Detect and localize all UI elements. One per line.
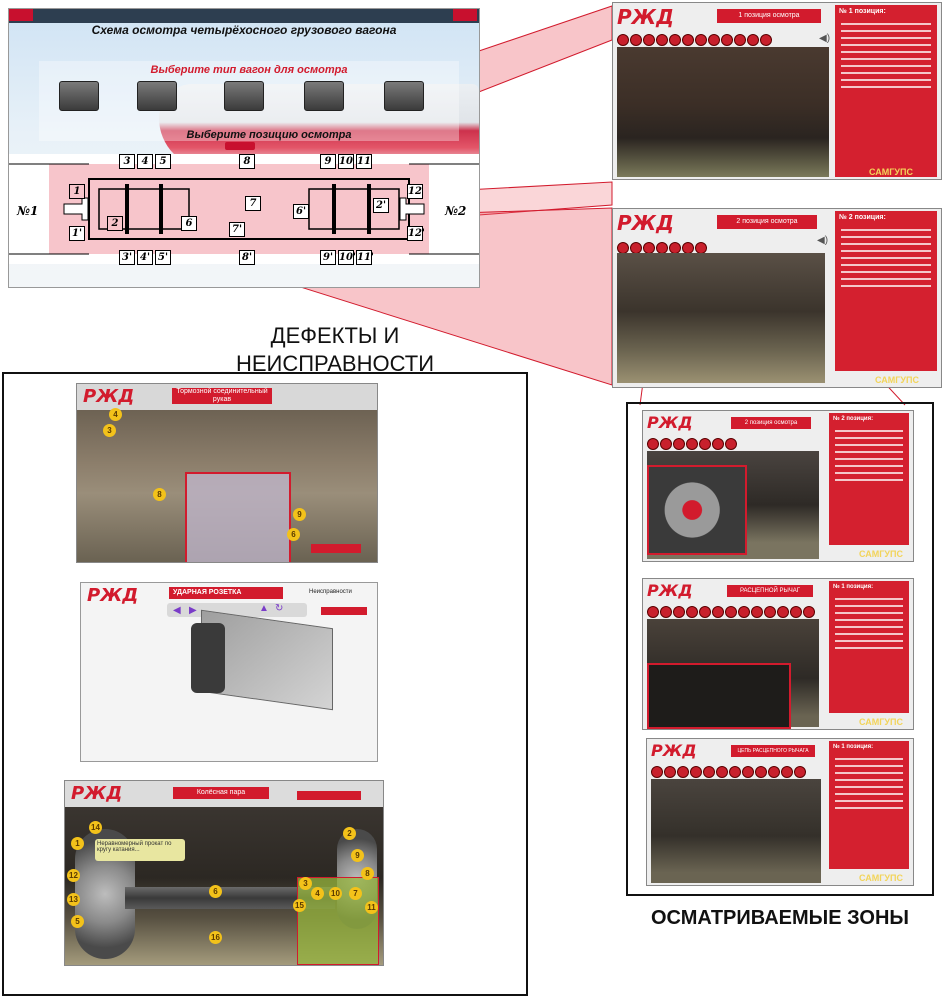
text-line <box>835 786 903 788</box>
zone2-photo <box>617 253 825 383</box>
zone1-btn[interactable] <box>669 34 681 46</box>
text-line <box>835 765 903 767</box>
wagon-scheme <box>9 154 479 264</box>
socket-action-button[interactable] <box>321 607 367 615</box>
zone2-panel-heading: № 2 позиция: <box>839 214 886 221</box>
zone5-btn[interactable] <box>651 766 663 778</box>
position-12p[interactable]: 12' <box>408 228 425 239</box>
zone4-btn[interactable] <box>764 606 776 618</box>
zone-screen-5 <box>646 738 914 886</box>
select-type-label: Выберите тип вагон для осмотра <box>150 64 348 76</box>
text-line <box>835 451 903 453</box>
text-line <box>835 807 903 809</box>
text-line <box>841 58 931 60</box>
text-line <box>835 605 903 607</box>
text-line <box>841 79 931 81</box>
text-line <box>841 271 931 273</box>
schema-title: Схема осмотра четырёхосного грузового вагона <box>91 23 397 37</box>
zone5-footer: САМГУПС <box>859 873 903 883</box>
zone4-panel <box>829 581 909 713</box>
zone4-zoom-inset <box>647 663 791 729</box>
zone1-btn[interactable] <box>747 34 759 46</box>
text-line <box>835 619 903 621</box>
speaker-icon[interactable]: ◀) <box>817 235 829 246</box>
hose-zoom-inset <box>185 472 291 563</box>
zone5-btn[interactable] <box>677 766 689 778</box>
zone3-btn[interactable] <box>660 438 672 450</box>
wheel-callout-5[interactable]: 5 <box>71 915 84 928</box>
zone3-logo: РЖД <box>647 413 693 432</box>
position-3p[interactable]: 3' <box>119 250 135 265</box>
text-line <box>835 793 903 795</box>
schema-corner-left <box>9 9 33 21</box>
zone3-zoom-inset <box>647 465 747 555</box>
scheme-highlight <box>49 164 429 254</box>
wheel-callout-1[interactable]: 1 <box>71 837 84 850</box>
text-line <box>841 51 931 53</box>
zone3-footer: САМГУПС <box>859 549 903 559</box>
zone4-btn[interactable] <box>647 606 659 618</box>
text-line <box>841 243 931 245</box>
position-9p[interactable]: 9' <box>320 250 336 265</box>
position-11[interactable]: 11 <box>357 156 371 167</box>
zone3-btn[interactable] <box>725 438 737 450</box>
zone1-btn[interactable] <box>617 34 629 46</box>
zone1-logo: РЖД <box>617 5 674 29</box>
text-line <box>841 86 931 88</box>
text-line <box>835 800 903 802</box>
text-line <box>841 257 931 259</box>
hose-callout-3[interactable]: 3 <box>103 424 116 437</box>
zone5-btn[interactable] <box>664 766 676 778</box>
wagon-type-button-2[interactable] <box>137 81 177 111</box>
zone1-photo <box>617 47 829 177</box>
zone1-btn[interactable] <box>682 34 694 46</box>
zone4-btn[interactable] <box>699 606 711 618</box>
zone5-panel <box>829 741 909 869</box>
wheel-callout-13[interactable]: 13 <box>67 893 80 906</box>
zone-screen-4 <box>642 578 914 730</box>
wagon-type-button-1[interactable] <box>59 81 99 111</box>
zone1-panel-heading: № 1 позиция: <box>839 8 886 15</box>
defects-heading: ДЕФЕКТЫ И НЕИСПРАВНОСТИ <box>235 323 435 376</box>
text-line <box>835 458 903 460</box>
text-line <box>835 444 903 446</box>
wheel-callout-16[interactable]: 16 <box>209 931 222 944</box>
wagon-type-button-5[interactable] <box>384 81 424 111</box>
position-6[interactable]: 6 <box>181 216 197 231</box>
zone5-btn[interactable] <box>716 766 728 778</box>
text-line <box>841 30 931 32</box>
zone4-btn[interactable] <box>751 606 763 618</box>
zone3-btn[interactable] <box>647 438 659 450</box>
zone3-btn[interactable] <box>699 438 711 450</box>
zone3-panel-heading: № 2 позиция: <box>833 416 874 422</box>
position-2[interactable]: 2 <box>107 216 123 231</box>
position-1p[interactable]: 1' <box>69 226 85 241</box>
text-line <box>835 612 903 614</box>
zone1-btn[interactable] <box>760 34 772 46</box>
text-line <box>835 626 903 628</box>
text-line <box>835 758 903 760</box>
zone5-btn[interactable] <box>768 766 780 778</box>
position-12[interactable]: 12 <box>408 186 422 197</box>
zone3-btn[interactable] <box>686 438 698 450</box>
hose-callout-6[interactable]: 6 <box>287 528 300 541</box>
zone2-footer: САМГУПС <box>875 375 919 385</box>
text-line <box>841 65 931 67</box>
zone1-panel <box>835 5 937 177</box>
text-line <box>835 479 903 481</box>
hose-action-button[interactable] <box>311 544 361 553</box>
zone1-btn[interactable] <box>708 34 720 46</box>
zone4-panel-heading: № 1 позиция: <box>833 584 874 590</box>
zone1-footer: САМГУПС <box>869 167 913 177</box>
text-line <box>841 278 931 280</box>
schema-topbar <box>9 9 479 23</box>
text-line <box>835 647 903 649</box>
select-position-label: Выберите позицию осмотра <box>186 129 352 141</box>
zone4-btn[interactable] <box>673 606 685 618</box>
zone5-btn[interactable] <box>794 766 806 778</box>
position-5[interactable]: 5 <box>155 154 171 169</box>
defects-label: Неисправности <box>309 589 352 595</box>
speaker-icon[interactable]: ◀) <box>819 33 831 44</box>
position-5p[interactable]: 5' <box>155 250 171 265</box>
arrow-right-icon[interactable]: ▶ <box>189 605 197 616</box>
zone4-btn[interactable] <box>660 606 672 618</box>
position-6p[interactable]: 6' <box>293 204 309 219</box>
zone4-btn[interactable] <box>686 606 698 618</box>
zone1-btn[interactable] <box>734 34 746 46</box>
zone1-title: 1 позиция осмотра <box>717 9 821 23</box>
text-line <box>841 236 931 238</box>
position-2p[interactable]: 2' <box>373 198 389 213</box>
text-line <box>841 264 931 266</box>
defect-screen-wheelset <box>64 780 384 966</box>
text-line <box>835 465 903 467</box>
arrow-up-icon[interactable]: ▲ <box>259 603 269 614</box>
text-line <box>841 250 931 252</box>
zone-screen-1 <box>612 2 942 180</box>
end-label-1: №1 <box>17 204 39 218</box>
wheel-callout-2[interactable]: 2 <box>343 827 356 840</box>
socket-housing <box>191 623 225 693</box>
zone3-btn[interactable] <box>712 438 724 450</box>
zone4-btn[interactable] <box>777 606 789 618</box>
position-8p[interactable]: 8' <box>239 250 255 265</box>
wheel-callout-8[interactable]: 8 <box>361 867 374 880</box>
zone4-btn[interactable] <box>803 606 815 618</box>
schema-corner-right <box>453 9 477 21</box>
wheel-callout-10[interactable]: 10 <box>329 887 342 900</box>
zone5-panel-heading: № 1 позиция: <box>833 744 874 750</box>
text-line <box>841 23 931 25</box>
zone1-btn[interactable] <box>656 34 668 46</box>
text-line <box>841 44 931 46</box>
defect-note: Неравномерный прокат по кругу катания... <box>95 839 185 861</box>
hose-callout-4[interactable]: 4 <box>109 408 122 421</box>
zone3-btn[interactable] <box>673 438 685 450</box>
defect-title: Тормозной соединительный рукав <box>172 388 272 404</box>
zone5-btn[interactable] <box>729 766 741 778</box>
text-line <box>835 633 903 635</box>
position-10[interactable]: 10 <box>339 156 353 167</box>
zone1-btn[interactable] <box>721 34 733 46</box>
zone1-btn[interactable] <box>643 34 655 46</box>
text-line <box>835 437 903 439</box>
position-9[interactable]: 9 <box>320 154 336 169</box>
zone3-title: 2 позиция осмотра <box>731 417 811 429</box>
defect-screen-hose <box>76 383 378 563</box>
text-line <box>835 779 903 781</box>
position-10p[interactable]: 10' <box>339 252 356 263</box>
zone2-panel <box>835 211 937 371</box>
zone-screen-2 <box>612 208 942 388</box>
position-4p[interactable]: 4' <box>137 250 153 265</box>
text-line <box>835 598 903 600</box>
position-11p[interactable]: 11' <box>357 252 374 263</box>
position-3[interactable]: 3 <box>119 154 135 169</box>
position-8[interactable]: 8 <box>239 154 255 169</box>
wheel-callout-14[interactable]: 14 <box>89 821 102 834</box>
wheel-callout-4[interactable]: 4 <box>311 887 324 900</box>
hose-callout-8[interactable]: 8 <box>153 488 166 501</box>
position-tab[interactable] <box>225 142 255 150</box>
text-line <box>841 229 931 231</box>
wheel-callout-12[interactable]: 12 <box>67 869 80 882</box>
zone5-btn[interactable] <box>755 766 767 778</box>
wagon-type-button-4[interactable] <box>304 81 344 111</box>
rotate-icon[interactable]: ↻ <box>275 603 284 614</box>
wheel-callout-3[interactable]: 3 <box>299 877 312 890</box>
position-7[interactable]: 7 <box>245 196 261 211</box>
rzd-logo: РЖД <box>83 386 135 407</box>
zone4-title: РАСЦЕПНОЙ РЫЧАГ <box>727 585 813 597</box>
wheel-callout-15[interactable]: 15 <box>293 899 306 912</box>
zone3-panel <box>829 413 909 545</box>
position-1[interactable]: 1 <box>69 184 85 199</box>
zone1-btn[interactable] <box>695 34 707 46</box>
zone5-photo <box>651 779 821 883</box>
zone4-logo: РЖД <box>647 581 693 600</box>
zone2-logo: РЖД <box>617 211 674 235</box>
zone5-logo: РЖД <box>651 741 697 760</box>
schema-screen <box>8 8 480 288</box>
end-label-2: №2 <box>445 204 467 218</box>
wheel-callout-6[interactable]: 6 <box>209 885 222 898</box>
zone2-title: 2 позиция осмотра <box>717 215 817 229</box>
rzd-logo-3: РЖД <box>71 783 123 804</box>
wheelset-title: Колёсная пара <box>173 787 269 799</box>
zone5-btn[interactable] <box>742 766 754 778</box>
position-4[interactable]: 4 <box>137 154 153 169</box>
text-line <box>835 640 903 642</box>
rzd-logo-2: РЖД <box>87 585 139 606</box>
zone4-btn[interactable] <box>738 606 750 618</box>
wagon-type-button-3[interactable] <box>224 81 264 111</box>
zone5-btn[interactable] <box>703 766 715 778</box>
position-7p[interactable]: 7' <box>229 222 245 237</box>
zone5-btn[interactable] <box>781 766 793 778</box>
zone4-btn[interactable] <box>725 606 737 618</box>
wheel-callout-11[interactable]: 11 <box>365 901 378 914</box>
socket-title: УДАРНАЯ РОЗЕТКА <box>169 587 283 599</box>
zone-screen-3 <box>642 410 914 562</box>
zone1-btn[interactable] <box>630 34 642 46</box>
zone4-footer: САМГУПС <box>859 717 903 727</box>
scheme-drawing <box>9 154 479 264</box>
zone4-btn[interactable] <box>712 606 724 618</box>
zone4-btn[interactable] <box>790 606 802 618</box>
hose-callout-9[interactable]: 9 <box>293 508 306 521</box>
text-line <box>835 772 903 774</box>
wheel-callout-9[interactable]: 9 <box>351 849 364 862</box>
text-line <box>835 472 903 474</box>
zone5-title: ЦЕПЬ РАСЦЕПНОГО РЫЧАГА <box>731 745 815 757</box>
wheel-callout-7[interactable]: 7 <box>349 887 362 900</box>
text-line <box>835 430 903 432</box>
defect-screen-socket <box>80 582 378 762</box>
text-line <box>841 37 931 39</box>
wheelset-action-button[interactable] <box>297 791 361 800</box>
text-line <box>841 285 931 287</box>
zones-heading: ОСМАТРИВАЕМЫЕ ЗОНЫ <box>651 907 909 929</box>
zone5-btn[interactable] <box>690 766 702 778</box>
text-line <box>841 72 931 74</box>
arrow-left-icon[interactable]: ◀ <box>173 605 181 616</box>
